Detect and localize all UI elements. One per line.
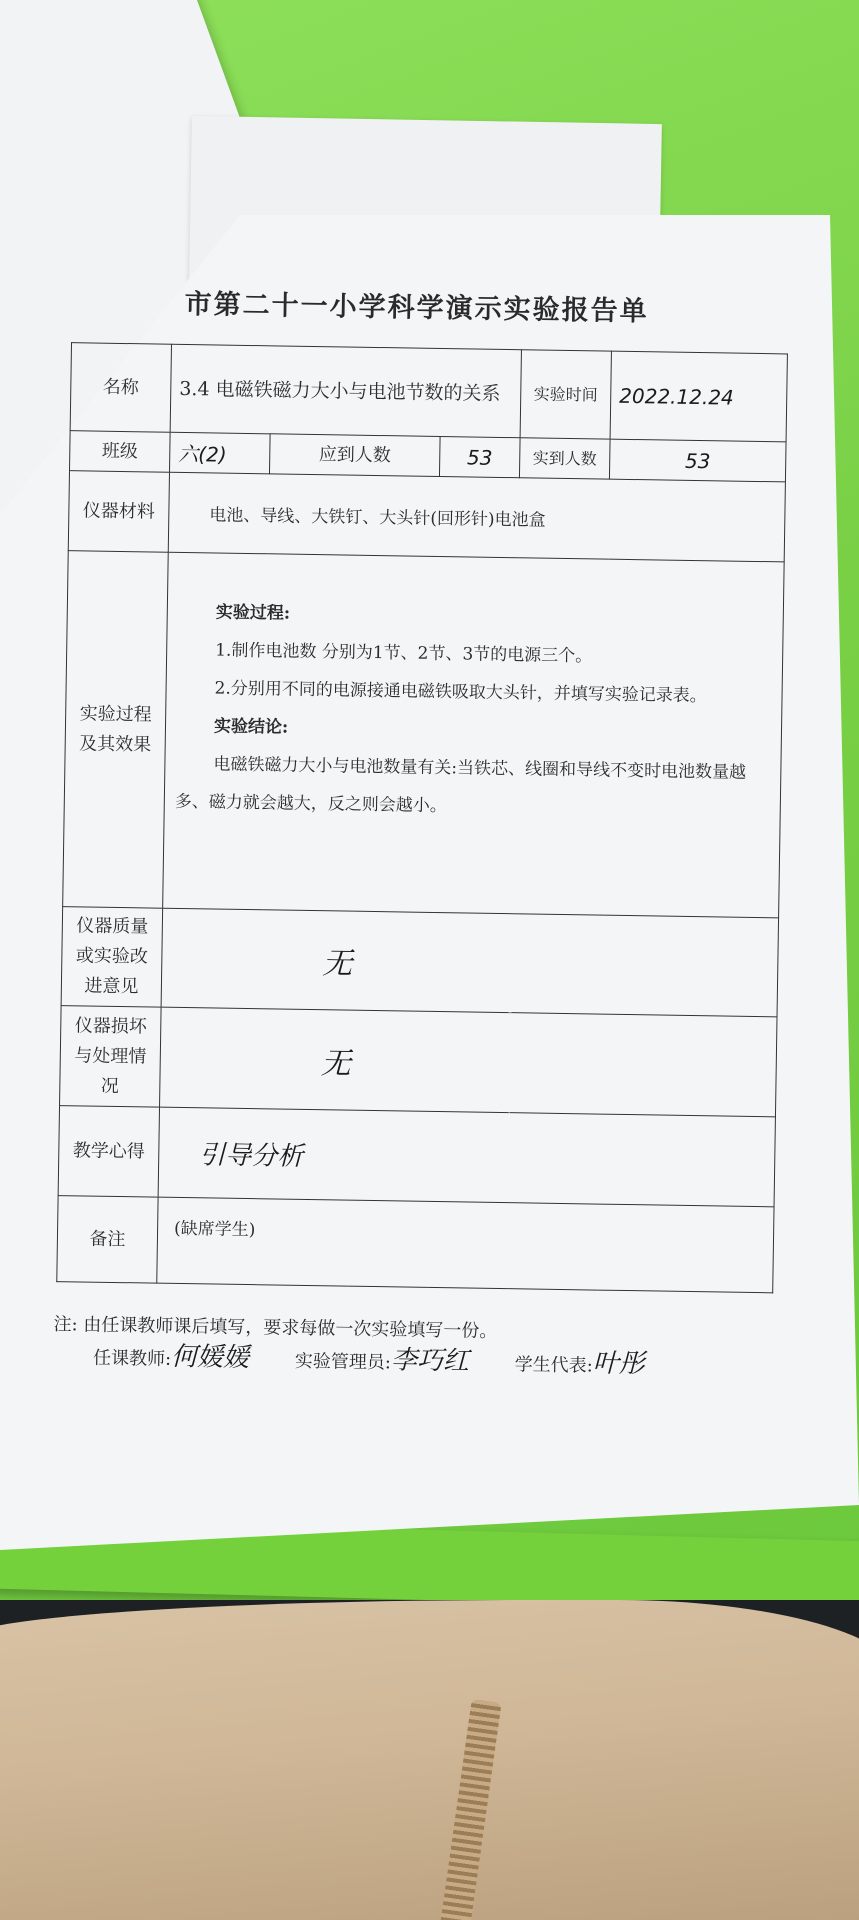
label-materials: 仪器材料 [68, 471, 169, 553]
value-experiment-time: 2022.12.24 [610, 351, 787, 442]
value-actual-count: 53 [609, 439, 786, 482]
process-step-2: 2.分别用不同的电源接通电磁铁吸取大头针，并填写实验记录表。 [214, 678, 707, 707]
label-process: 实验过程及其效果 [63, 551, 169, 909]
row-materials [68, 471, 785, 562]
manager-label: 实验管理员: [294, 1350, 392, 1374]
value-class: 六(2) [169, 432, 270, 474]
process-heading: 实验过程: [215, 602, 291, 624]
row-damage [60, 1006, 777, 1117]
row-quality [61, 907, 778, 1017]
value-quality: 无 [161, 908, 778, 1017]
label-actual-count: 实到人数 [519, 438, 610, 479]
row-process [63, 551, 785, 918]
value-reflection: 引导分析 [158, 1107, 775, 1207]
label-experiment-time: 实验时间 [520, 350, 611, 439]
label-class: 班级 [70, 431, 171, 473]
label-reflection: 教学心得 [58, 1106, 159, 1198]
label-quality: 仪器质量或实验改进意见 [61, 907, 163, 1008]
report-footer [53, 1310, 774, 1384]
footer-note: 注: 由任课教师课后填写，要求每做一次实验填写一份。 [53, 1314, 498, 1342]
conclusion-text: 电磁铁磁力大小与电池数量有关:当铁芯、线圈和导线不变时电池数量越多、磁力就会越大，反之则会越小。 [174, 754, 747, 817]
value-remarks: (缺席学生) [157, 1197, 774, 1293]
label-experiment-name: 名称 [70, 343, 171, 433]
value-materials: 电池、导线、大铁钉、大头针(回形针)电池盒 [168, 472, 785, 562]
label-remarks: 备注 [57, 1196, 158, 1284]
process-step-1: 1.制作电池数 分别为1节、2节、3节的电源三个。 [215, 640, 593, 667]
conclusion-heading: 实验结论: [213, 716, 289, 738]
teacher-signature: 何媛媛 [170, 1341, 250, 1374]
student-label: 学生代表: [514, 1354, 593, 1377]
value-expected-count: 53 [439, 436, 520, 477]
value-damage: 无 [160, 1007, 778, 1117]
label-damage: 仪器损坏与处理情况 [60, 1006, 162, 1108]
row-reflection [58, 1106, 775, 1207]
report-table [56, 342, 788, 1293]
process-content [163, 552, 785, 918]
student-signature: 叶彤 [592, 1348, 646, 1380]
report-sheet [44, 280, 800, 1380]
row-experiment-name [70, 343, 787, 442]
label-expected-count: 应到人数 [269, 434, 440, 477]
teacher-label: 任课教师: [92, 1347, 172, 1370]
row-remarks [57, 1196, 774, 1293]
value-experiment-name: 3.4 电磁铁磁力大小与电池节数的关系 [170, 344, 521, 437]
report-title: 市第二十一小学科学演示实验报告单 [184, 288, 649, 328]
manager-signature: 李巧红 [390, 1345, 470, 1377]
beige-cloth [0, 1600, 859, 1920]
